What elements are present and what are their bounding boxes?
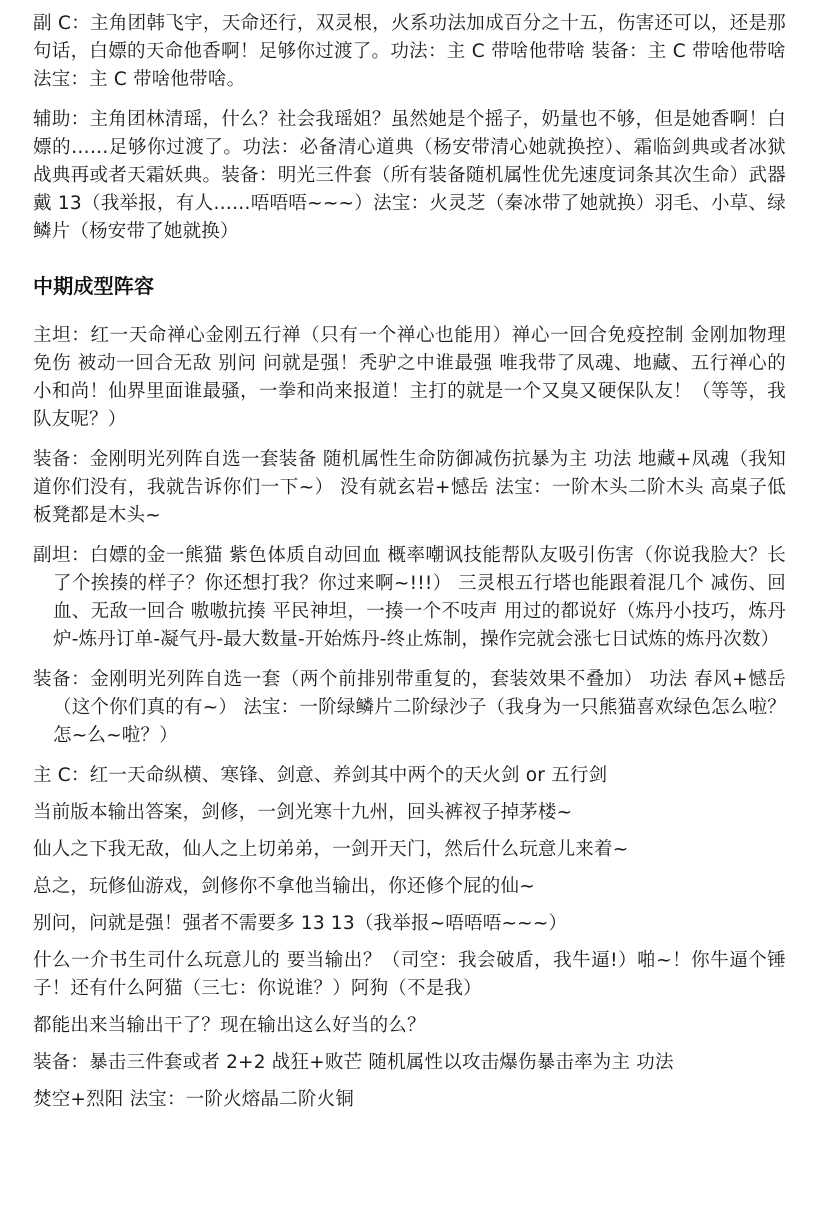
paragraph-dps-skills: 焚空+烈阳 法宝：一阶火熔晶二阶火铜 <box>33 1089 354 1110</box>
paragraph-summary: 总之，玩修仙游戏，剑修你不拿他当输出，你还修个屁的仙~ <box>33 876 535 897</box>
paragraph-main-dps: 主 C：红一天命纵横、寒锋、剑意、养剑其中两个的天火剑 or 五行剑 <box>33 765 608 786</box>
paragraph-dps-gear: 装备：暴击三件套或者 2+2 战狂+败芒 随机属性以攻击爆伤暴击率为主 功法 <box>33 1052 674 1073</box>
paragraph-sub-dps: 副 C：主角团韩飞宇，天命还行，双灵根，火系功法加成百分之十五，伤害还可以，还是那句话，白嫖的天命他香啊！足够你过渡了。功法：主 C 带啥他带啥 装备：主 C 带啥他带啥 法宝：主 C 带啥他带啥。 <box>33 13 786 90</box>
paragraph-support: 辅助：主角团林清瑶，什么？社会我瑶姐？虽然她是个摇子，奶量也不够，但是她香啊！白嫖的……足够你过渡了。功法：必备清心道典（杨安带清心她就换控）、霜临剑典或者冰狱战典再或者天霜妖典。装备：明光三件套（所有装备随机属性优先速度词条其次生命）武器戴 13（我举报，有人……唔唔唔~~~）法宝：火灵芝（秦冰带了她就换）羽毛、小草、绿鳞片（杨安带了她就换） <box>33 109 786 242</box>
paragraph-main-tank-gear: 装备：金刚明光列阵自选一套装备 随机属性生命防御减伤抗暴为主 功法 地藏+凤魂（我知道你们没有，我就告诉你们一下~） 没有就玄岩+憾岳 法宝：一阶木头二阶木头 高桌子低板凳都是木头~ <box>33 449 786 526</box>
paragraph-main-tank: 主坦：红一天命禅心金刚五行禅（只有一个禅心也能用）禅心一回合免疫控制 金刚加物理免伤 被动一回合无敌 别问 问就是强！秃驴之中谁最强 唯我带了凤魂、地藏、五行禅心的小和尚！仙界里面谁最骚，一拳和尚来报道！主打的就是一个又臭又硬保队友！（等等，我队友呢？） <box>33 325 786 430</box>
section-heading: 中期成型阵容 <box>33 274 155 298</box>
paragraph-sub-tank: 副坦：白嫖的金一熊猫 紫色体质自动回血 概率嘲讽技能帮队友吸引伤害（你说我脸大？长了个挨揍的样子？你还想打我？你过来啊~!!!） 三灵根五行塔也能跟着混几个 减伤、回血、无敌一回合 嗷嗷抗揍 平民神坦，一揍一个不吱声 用过的都说好（炼丹小技巧，炼丹炉-炼丹订单-凝气丹-最大数量-开始炼丹-终止炼制，操作完就会涨七日试炼的炼丹次数） <box>33 545 786 650</box>
paragraph-output-question: 都能出来当输出干了？现在输出这么好当的么？ <box>33 1015 426 1036</box>
paragraph-strong: 别问，问就是强！强者不需要多 13 13（我举报~唔唔唔~~~） <box>33 913 568 934</box>
paragraph-scholar: 什么一介书生司什么玩意儿的 要当输出？（司空：我会破盾，我牛逼!）啪~！你牛逼个锤子！还有什么阿猫（三七：你说谁？）阿狗（不是我） <box>33 950 786 999</box>
paragraph-sub-tank-gear: 装备：金刚明光列阵自选一套（两个前排别带重复的，套装效果不叠加） 功法 春风+憾岳（这个你们真的有~） 法宝：一阶绿鳞片二阶绿沙子（我身为一只熊猫喜欢绿色怎么啦？怎~么~啦？） <box>33 669 786 746</box>
paragraph-sword-answer: 当前版本输出答案，剑修，一剑光寒十九州，回头裤衩子掉茅楼~ <box>33 802 573 823</box>
paragraph-immortal: 仙人之下我无敌，仙人之上切弟弟，一剑开天门，然后什么玩意儿来着~ <box>33 839 629 860</box>
